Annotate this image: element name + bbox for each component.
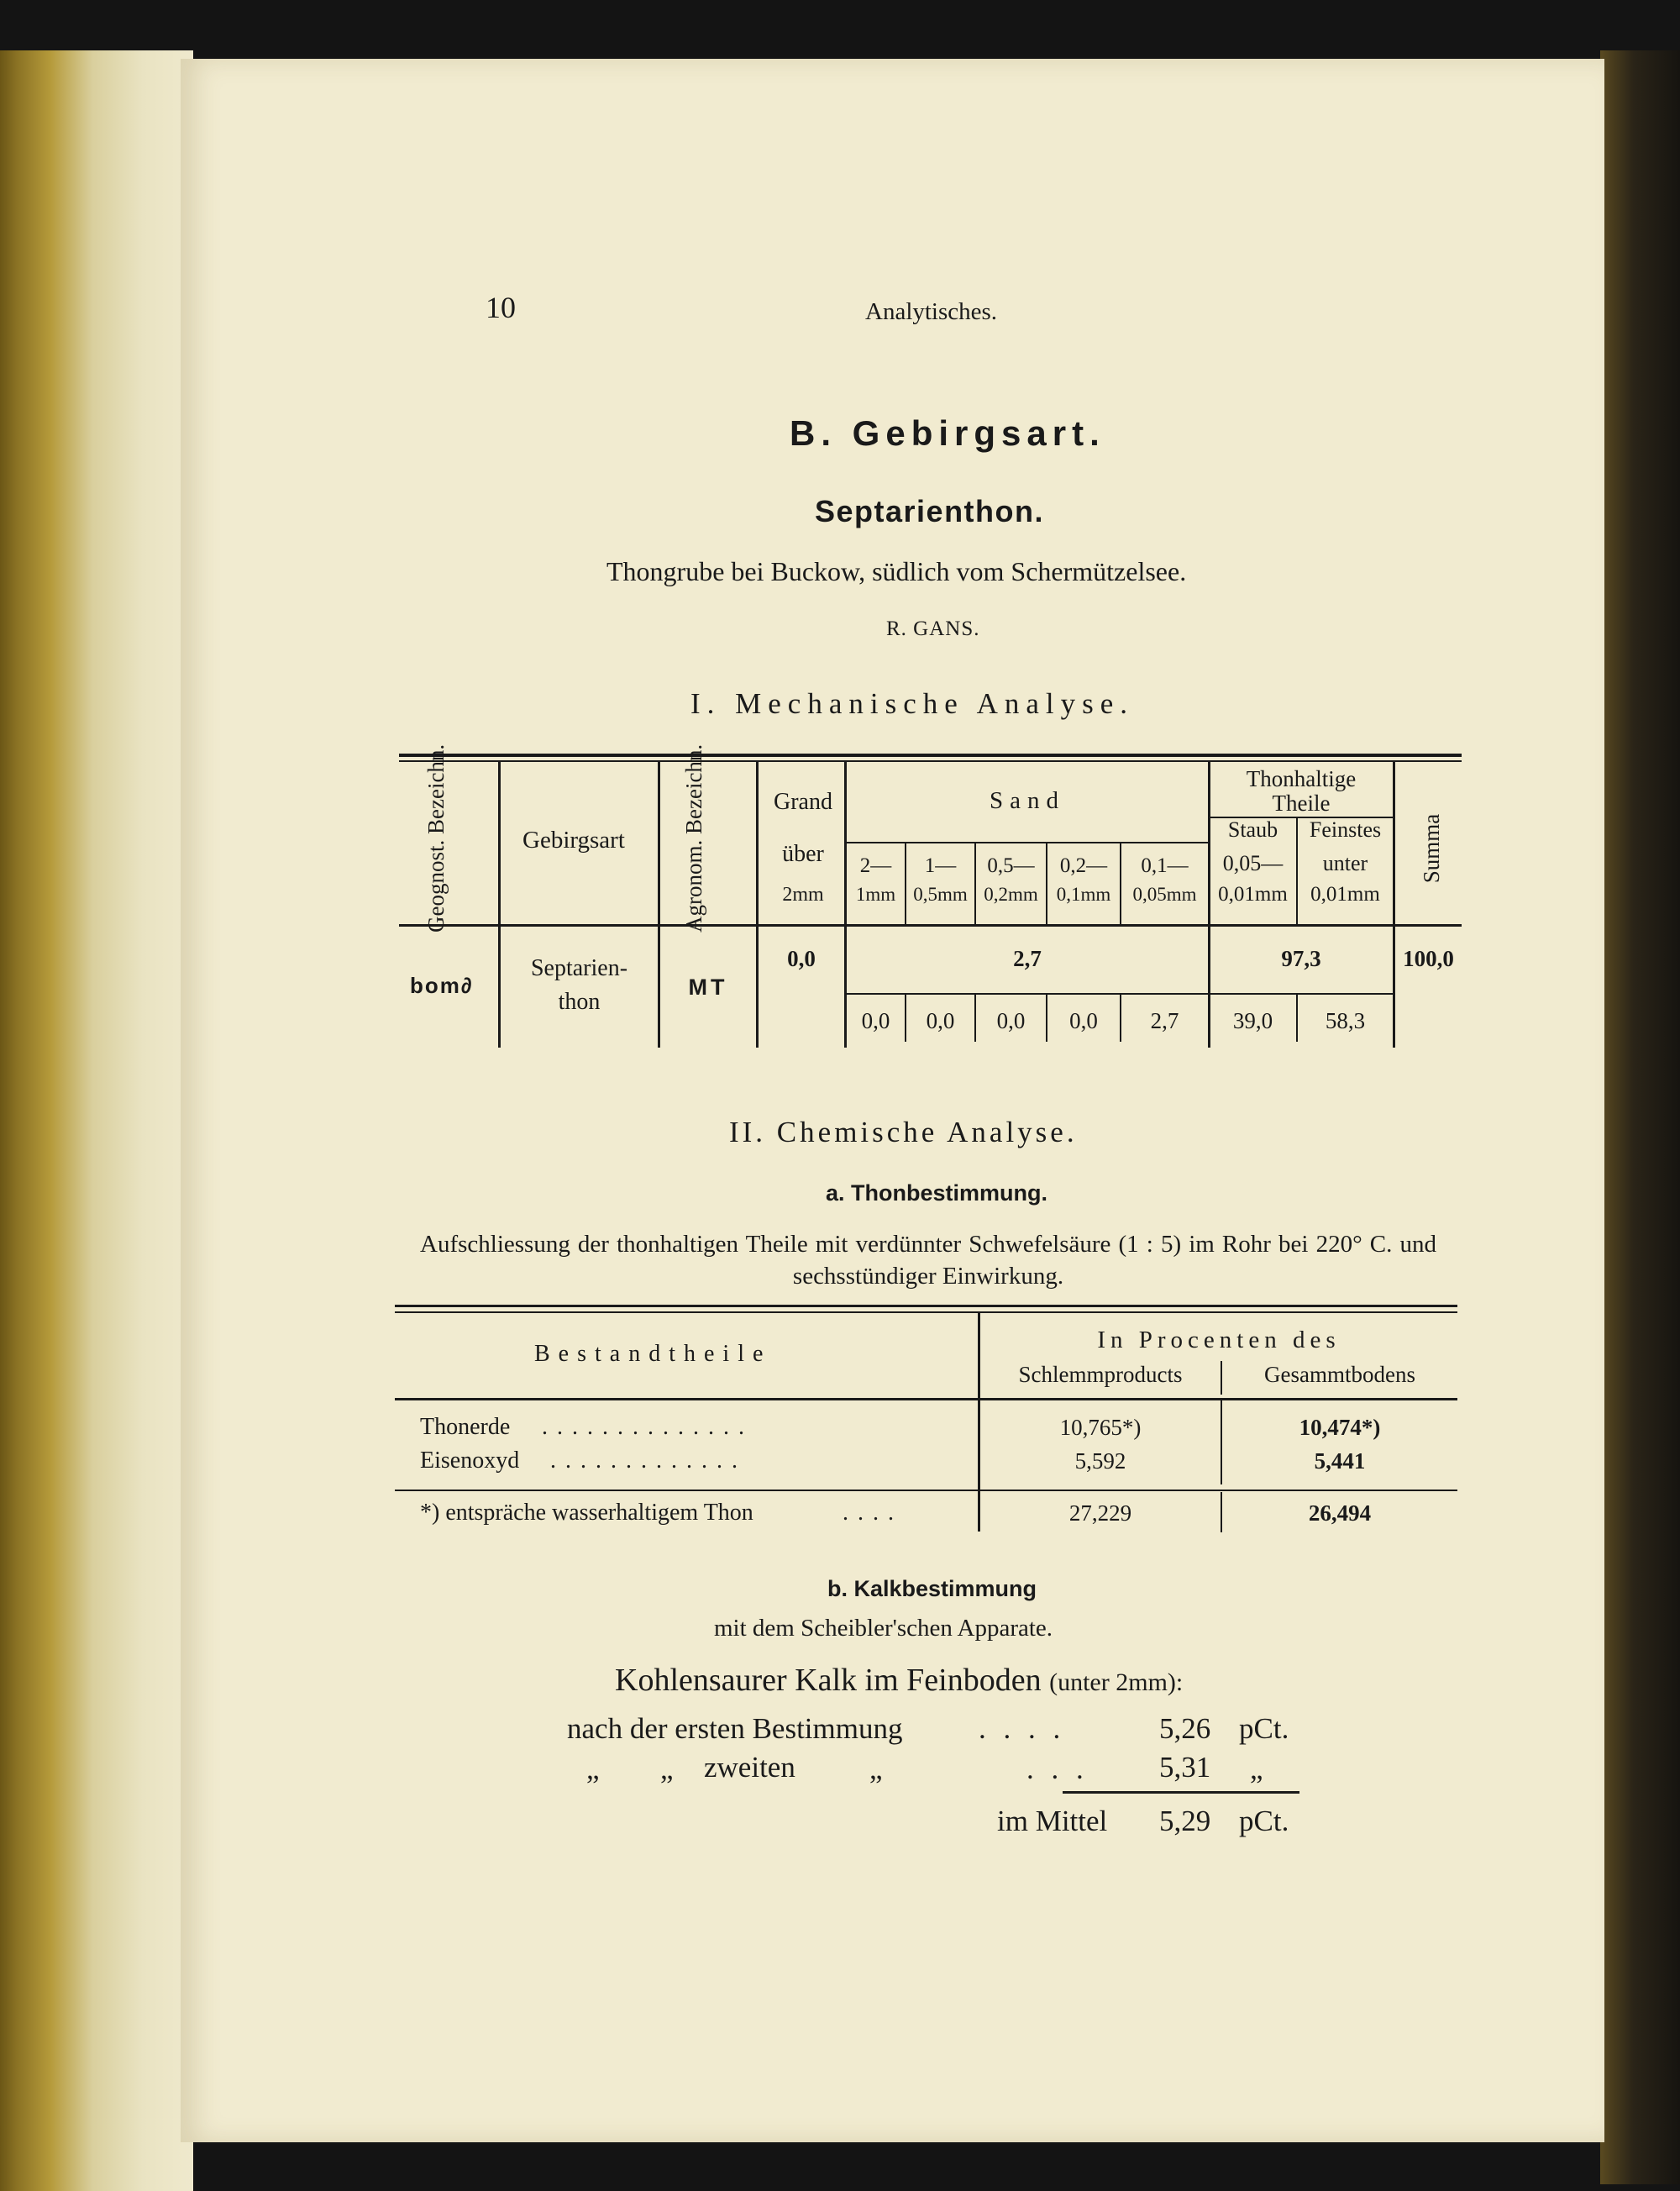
cell-sand-1: 0,0: [861, 1008, 890, 1033]
header-sand-col-2-a: 1—: [924, 854, 957, 877]
chem-row-label: Eisenoxyd: [420, 1448, 520, 1474]
chem-header-bestandtheile: Bestandtheile: [534, 1341, 772, 1367]
chem-row-gesammt: 5,441: [1314, 1448, 1366, 1474]
header-feinstes-size: 0,01mm: [1310, 883, 1380, 906]
header-sand: Sand: [990, 787, 1065, 814]
header-gebirgsart: Gebirgsart: [522, 827, 625, 854]
cell-staub: 39,0: [1232, 1008, 1273, 1033]
cell-sand-4: 0,0: [1069, 1008, 1098, 1033]
header-sand-col-3-b: 0,2mm: [984, 884, 1038, 905]
chem-footnote-dots: . . . .: [843, 1500, 895, 1526]
col-rule: [756, 762, 759, 1048]
first-measurement-dots: . . . .: [979, 1712, 1066, 1745]
chem-footnote-schlemm: 27,229: [1068, 1500, 1132, 1526]
cell-grand: 0,0: [787, 946, 816, 971]
cell-sand-5: 2,7: [1150, 1008, 1179, 1033]
kalk-title-paren: (unter 2mm):: [1049, 1668, 1184, 1696]
first-measurement-value: 5,26: [1159, 1712, 1211, 1745]
header-sand-col-2-b: 0,5mm: [913, 884, 968, 905]
chem-row-dots: . . . . . . . . . . . . .: [550, 1448, 739, 1474]
chem-row-dots: . . . . . . . . . . . . . .: [542, 1414, 746, 1440]
cell-thon-total: 97,3: [1281, 946, 1321, 971]
cell-sand-3: 0,0: [996, 1008, 1026, 1033]
section-subtitle: Septarienthon.: [815, 494, 1045, 528]
second-ditto-1: „: [586, 1752, 600, 1785]
header-feinstes: Feinstes: [1309, 817, 1382, 842]
cell-geognost: bom∂: [410, 973, 474, 998]
chem-row-schlemm: 10,765*): [1059, 1415, 1142, 1440]
method-description: Aufschliessung der thonhaltigen Theile mit verdünnter Schwefelsäure (1 : 5) im Rohr bei 220° C. und sechsstündiger Einwirkung.: [420, 1231, 1436, 1290]
second-measurement-value: 5,31: [1159, 1751, 1211, 1784]
chem-header-group: In Procenten des: [1097, 1327, 1341, 1353]
cell-gebirgsart-a: Septarien-: [530, 955, 628, 981]
header-summa: [1420, 798, 1453, 899]
sum-rule: [1063, 1791, 1299, 1794]
second-ditto-2: „: [660, 1752, 674, 1785]
page-number: 10: [486, 291, 516, 324]
header-geognost: [423, 743, 475, 933]
header-sand-col-4-b: 0,1mm: [1056, 884, 1111, 905]
chem-footnote-gesammt: 26,494: [1308, 1500, 1372, 1526]
cell-sand-2: 0,0: [926, 1008, 955, 1033]
cell-sand-total: 2,7: [1013, 946, 1042, 971]
table-top-rule-thin: [399, 760, 1462, 762]
chem-row-label: Thonerde: [420, 1414, 511, 1440]
header-thonhaltige: Thonhaltige: [1246, 766, 1357, 791]
header-staub-range-a: 0,05—: [1222, 851, 1284, 875]
subsection-kalkbestimmung: b. Kalkbestimmung: [827, 1576, 1037, 1601]
header-geognost-text: Geognost. Bezeichn.: [423, 743, 449, 933]
second-measurement-unit: „: [1250, 1752, 1263, 1785]
chem-row-gesammt: 10,474*): [1299, 1415, 1381, 1440]
chem-table-sum-rule: [395, 1490, 1457, 1491]
second-ditto-3: „: [869, 1752, 883, 1785]
book-spine-shadow: [1600, 50, 1680, 2184]
header-theile: Theile: [1272, 791, 1331, 816]
chem-header-schlemm: Schlemmproducts: [1018, 1362, 1183, 1387]
col-rule: [1393, 762, 1395, 1048]
header-sand-col-5-b: 0,05mm: [1132, 884, 1197, 905]
chem-table-header-rule: [395, 1398, 1457, 1400]
apparatus-note: mit dem Scheibler'schen Apparate.: [714, 1615, 1053, 1642]
table-top-rule: [399, 754, 1462, 757]
header-feinstes-unter: unter: [1322, 851, 1368, 875]
chem-row-schlemm: 5,592: [1074, 1448, 1126, 1474]
mean-label: im Mittel: [997, 1805, 1108, 1837]
header-agronom: [681, 743, 732, 933]
chem-footnote-label: *) entspräche wasserhaltigem Thon: [420, 1500, 753, 1526]
analyst-name: R. GANS.: [886, 617, 980, 640]
header-grand: Grand: [774, 789, 832, 815]
header-grand-size: 2mm: [782, 884, 824, 906]
header-sand-col-1-a: 2—: [859, 854, 892, 877]
cell-agronom: MT: [688, 975, 728, 1000]
section-title: B. Gebirgsart.: [790, 413, 1105, 453]
book-page-edges: [0, 50, 193, 2191]
cell-summa: 100,0: [1403, 946, 1454, 971]
running-title: Analytisches.: [865, 298, 998, 325]
cell-gebirgsart-b: thon: [558, 989, 601, 1015]
cell-feinstes: 58,3: [1325, 1008, 1366, 1033]
header-staub-range-b: 0,01mm: [1218, 883, 1288, 906]
first-measurement-label: nach der ersten Bestimmung: [567, 1712, 903, 1745]
sand-subheader-rule: [847, 842, 1208, 843]
mean-unit: pCt.: [1239, 1805, 1289, 1837]
subsection-thonbestimmung: a. Thonbestimmung.: [826, 1180, 1048, 1206]
header-summa-text: Summa: [1419, 813, 1444, 884]
sample-location: Thongrube bei Buckow, südlich vom Schermützelsee.: [606, 556, 1187, 586]
header-sand-col-1-b: 1mm: [855, 884, 896, 905]
chem-table-top-rule: [395, 1305, 1457, 1307]
header-agronom-text: Agronom. Bezeichn.: [681, 743, 706, 933]
kalk-title-text: Kohlensaurer Kalk im Feinboden: [615, 1663, 1042, 1698]
table-header-rule: [399, 924, 1462, 927]
second-measurement-label: zweiten: [704, 1751, 795, 1784]
book-page: [181, 59, 1604, 2142]
header-sand-col-4-a: 0,2—: [1059, 854, 1108, 877]
chem-table-top-rule-thin: [395, 1311, 1457, 1313]
header-sand-col-3-a: 0,5—: [987, 854, 1035, 877]
chem-header-gesammt: Gesammtbodens: [1264, 1362, 1415, 1387]
kalk-title: [615, 1662, 1183, 1699]
second-measurement-dots: . . .: [1026, 1752, 1089, 1785]
mechanical-analysis-title: I. Mechanische Analyse.: [690, 687, 1135, 720]
first-measurement-unit: pCt.: [1239, 1712, 1289, 1745]
mean-value: 5,29: [1159, 1805, 1211, 1837]
chemical-analysis-title: II. Chemische Analyse.: [729, 1116, 1078, 1148]
header-staub: Staub: [1227, 817, 1278, 842]
header-grand-ueber: über: [782, 841, 824, 867]
col-rule: [658, 762, 660, 1048]
header-sand-col-5-a: 0,1—: [1141, 854, 1189, 877]
